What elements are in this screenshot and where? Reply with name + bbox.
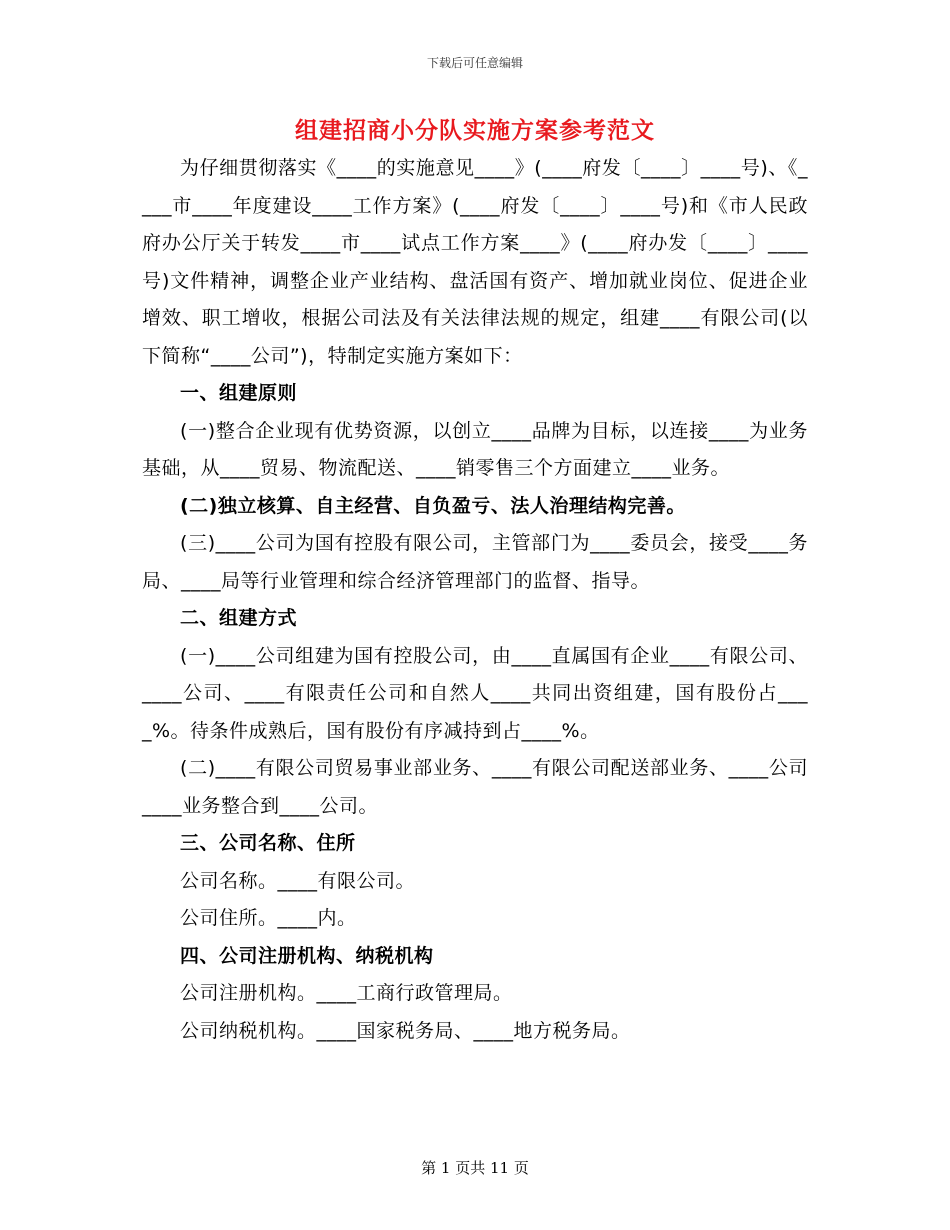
registration-authority-line: 公司注册机构。____工商行政管理局。 [180, 982, 513, 1004]
document-title: 组建招商小分队实施方案参考范文 [295, 118, 655, 144]
section-heading-method: 二、组建方式 [180, 607, 298, 629]
method-item-1: (一)____公司组建为国有控股公司，由____直属国有企业____有限公司、____公司、____有限责任公司和自然人____共同出资组建，国有股份占____%。待条件成熟后，国有股份有序减持到占____%。 [142, 644, 808, 742]
section-heading-name-address: 三、公司名称、住所 [180, 832, 356, 854]
method-item-2: (二)____有限公司贸易事业部业务、____有限公司配送部业务、____公司____业务整合到____公司。 [142, 757, 808, 817]
principle-item-2: (二)独立核算、自主经营、自负盈亏、法人治理结构完善。 [180, 494, 686, 517]
company-name-line: 公司名称。____有限公司。 [180, 869, 416, 892]
principle-item-3: (三)____公司为国有控股有限公司，主管部门为____委员会，接受____务局、____局等行业管理和综合经济管理部门的监督、指导。 [142, 532, 808, 592]
section-heading-registration: 四、公司注册机构、纳税机构 [180, 944, 434, 967]
section-heading-principles: 一、组建原则 [180, 382, 298, 404]
intro-paragraph: 为仔细贯彻落实《____的实施意见____》(____府发〔____〕____号)、《____市____年度建设____工作方案》(____府发〔____〕____号)和《市人民政府办公厅关于转发____市____试点工作方案____》(____府办发〔____〕____号)文件精神，调整企业产业结构、盘活国有资产、增加就业岗位、促进企业增效、职工增收，根据公司法及有关法律法规的规定，组建____有限公司(以下简称“____公司”)，特制定实施方案如下： [142, 157, 808, 367]
header-note: 下载后可任意编辑 [426, 56, 523, 70]
page-footer: 第 1 页共 11 页 [421, 1159, 529, 1177]
tax-authority-line: 公司纳税机构。____国家税务局、____地方税务局。 [180, 1019, 631, 1042]
principle-item-1: (一)整合企业现有优势资源，以创立____品牌为目标，以连接____为业务基础，从____贸易、物流配送、____销零售三个方面建立____业务。 [142, 419, 808, 479]
company-address-line: 公司住所。____内。 [180, 907, 357, 929]
document-body [142, 150, 808, 1050]
